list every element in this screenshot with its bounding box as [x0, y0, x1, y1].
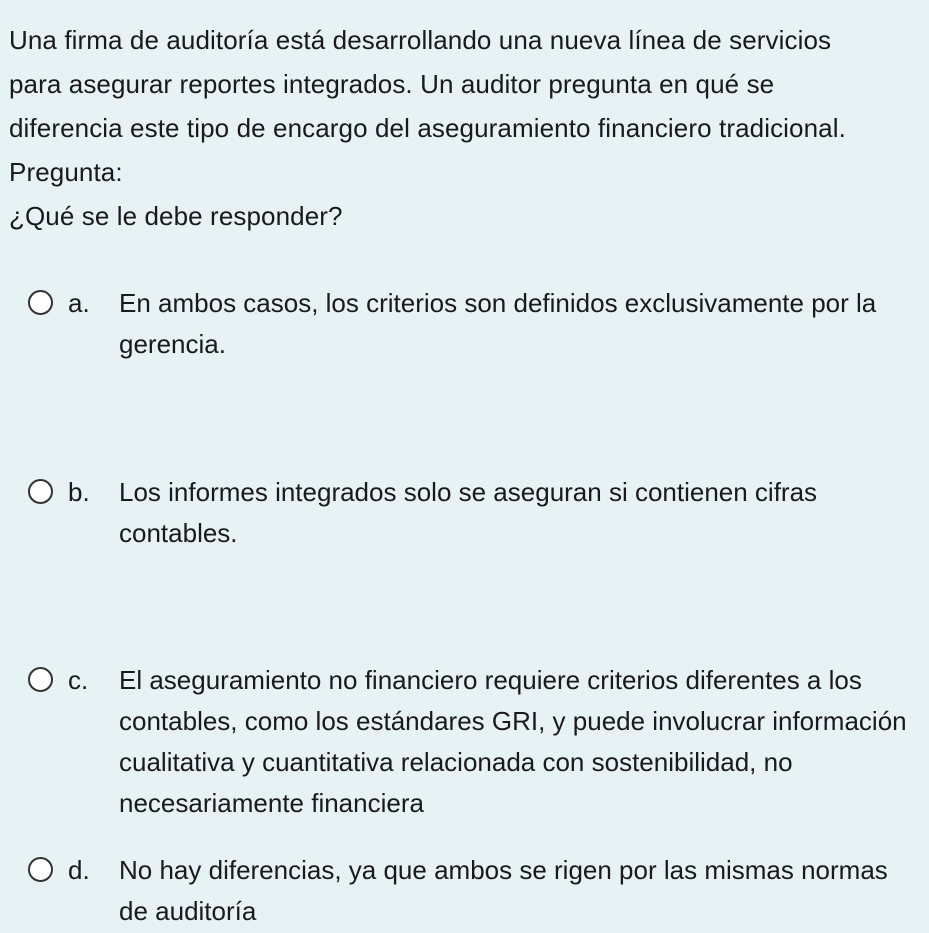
answer-option-d[interactable]: [28, 850, 918, 932]
question-prompt: ¿Qué se le debe responder?: [9, 201, 343, 231]
question-text-line-1: Una firma de auditoría está desarrollando una nueva línea de servicios: [9, 25, 832, 55]
radio-button-c[interactable]: [28, 667, 53, 692]
option-text-c: El aseguramiento no financiero requiere criterios diferentes a los contables, como los estándares GRI, y puede involucrar información cualitativa y cuantitativa relacionada con sostenibilidad, no necesariamente financiera: [119, 665, 907, 818]
question-label: Pregunta:: [9, 157, 123, 187]
option-letter-a: a.: [68, 288, 90, 318]
answer-option-a[interactable]: [28, 283, 918, 365]
option-letter-d: d.: [68, 855, 90, 885]
question-text-line-2: para asegurar reportes integrados. Un auditor pregunta en qué se: [9, 69, 775, 99]
option-text-a: En ambos casos, los criterios son definidos exclusivamente por la gerencia.: [119, 288, 877, 359]
question-stem: [9, 18, 921, 238]
option-letter-b: b.: [68, 477, 90, 507]
question-text-line-3: diferencia este tipo de encargo del aseguramiento financiero tradicional.: [9, 113, 846, 143]
option-text-b: Los informes integrados solo se aseguran si contienen cifras contables.: [119, 477, 818, 548]
option-text-d: No hay diferencias, ya que ambos se rigen por las mismas normas de auditoría: [119, 855, 888, 926]
answer-option-c[interactable]: [28, 660, 918, 824]
answer-option-b[interactable]: [28, 472, 918, 554]
radio-button-d[interactable]: [28, 857, 53, 882]
option-letter-c: c.: [68, 665, 89, 695]
radio-button-b[interactable]: [28, 479, 53, 504]
radio-button-a[interactable]: [28, 290, 53, 315]
